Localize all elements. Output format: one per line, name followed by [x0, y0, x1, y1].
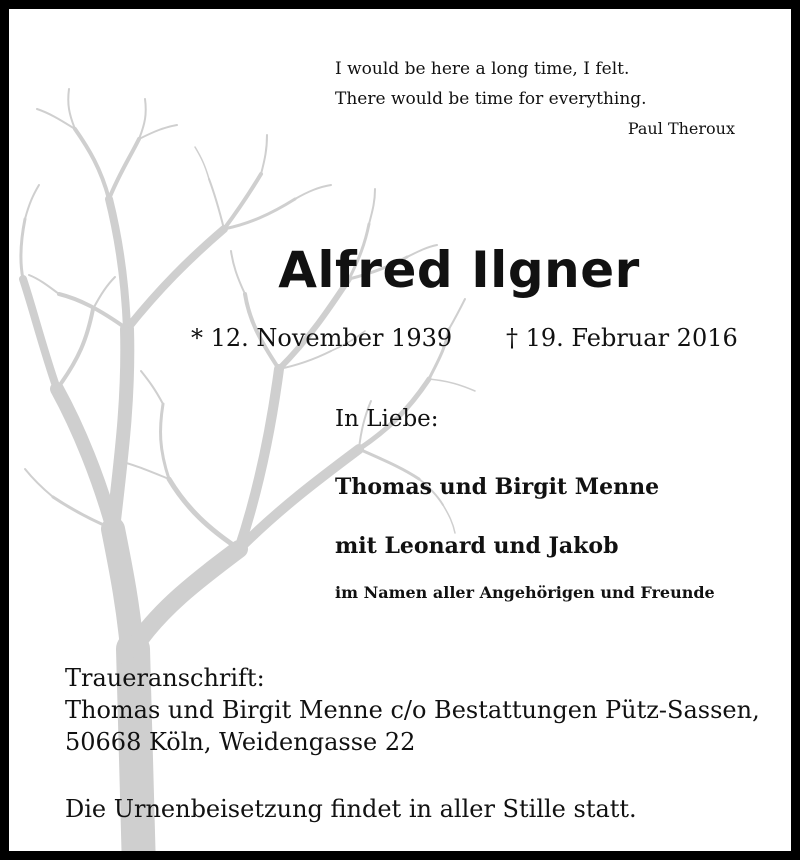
address-label: Traueranschrift:	[65, 664, 265, 692]
quote-line-2: There would be time for everything.	[335, 89, 647, 109]
mourner-line-2: mit Leonard und Jakob	[335, 533, 619, 559]
address-line-1: Thomas und Birgit Menne c/o Bestattungen Pütz-Sassen,	[65, 696, 760, 724]
burial-note: Die Urnenbeisetzung findet in aller Stille statt.	[65, 795, 637, 823]
in-love-intro: In Liebe:	[335, 406, 439, 432]
birth-date: * 12. November 1939	[191, 324, 453, 352]
quote-line-1: I would be here a long time, I felt.	[335, 59, 630, 79]
mourner-line-3: im Namen aller Angehörigen und Freunde	[335, 583, 715, 602]
deceased-name: Alfred Ilgner	[278, 241, 640, 299]
address-line-2: 50668 Köln, Weidengasse 22	[65, 728, 416, 756]
mourner-line-1: Thomas und Birgit Menne	[335, 474, 660, 500]
death-date: † 19. Februar 2016	[506, 324, 738, 352]
quote-author: Paul Theroux	[627, 119, 735, 138]
